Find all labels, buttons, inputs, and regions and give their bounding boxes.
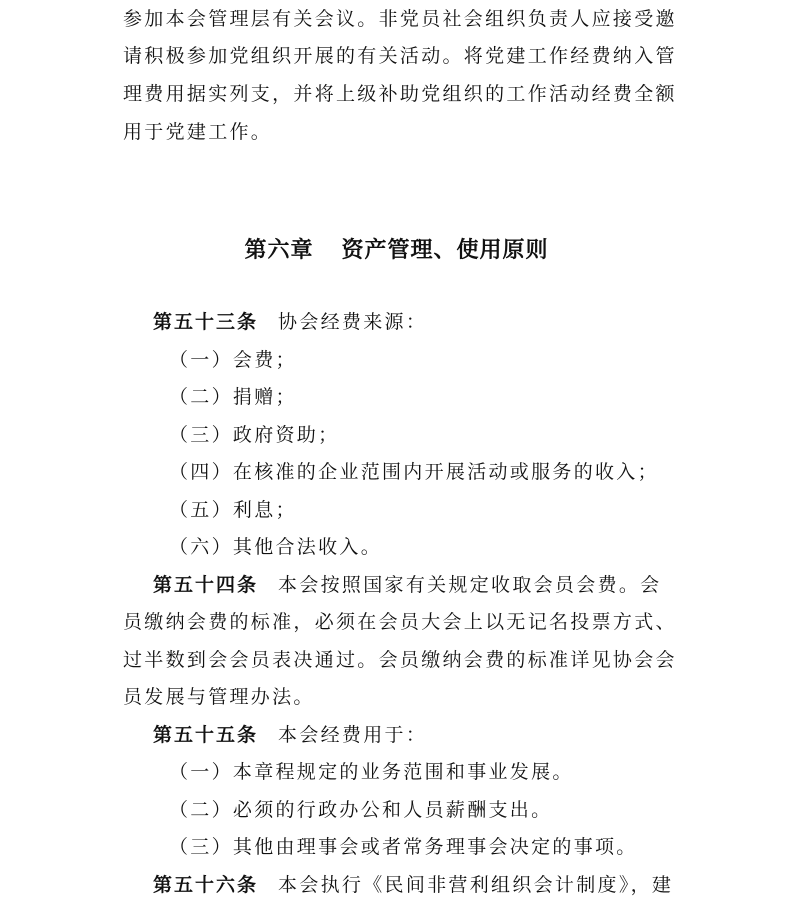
article-label: 第五十三条 <box>153 311 259 333</box>
list-item: （五）利息； <box>169 499 297 521</box>
paragraph-line: 过半数到会会员表决通过。会员缴纳会费的标准详见协会会 <box>123 649 677 671</box>
list-item: （一）会费； <box>169 349 297 371</box>
article-label: 第五十六条 <box>153 874 259 896</box>
article-text: 本会执行《民间非营利组织会计制度》，建 <box>278 874 674 896</box>
list-item: （三）政府资助； <box>169 424 340 446</box>
list-item: （四）在核准的企业范围内开展活动或服务的收入； <box>169 461 659 483</box>
article-55 <box>153 722 427 748</box>
chapter-heading <box>0 233 793 264</box>
list-item: （三）其他由理事会或者常务理事会决定的事项。 <box>169 836 638 858</box>
list-item: （六）其他合法收入。 <box>169 536 383 558</box>
article-53 <box>153 309 427 335</box>
paragraph-line: 员发展与管理办法。 <box>123 686 315 708</box>
article-text: 协会经费来源： <box>278 311 428 333</box>
article-label: 第五十五条 <box>153 724 259 746</box>
chapter-number: 第六章 <box>244 237 314 263</box>
paragraph-line: 员缴纳会费的标准，必须在会员大会上以无记名投票方式、 <box>123 611 677 633</box>
article-56 <box>153 872 673 898</box>
article-54 <box>153 572 661 598</box>
article-label: 第五十四条 <box>153 574 259 596</box>
list-item: （二）捐赠； <box>169 386 297 408</box>
paragraph-line: 请积极参加党组织开展的有关活动。将党建工作经费纳入管 <box>123 45 677 67</box>
paragraph-line: 参加本会管理层有关会议。非党员社会组织负责人应接受邀 <box>123 8 677 30</box>
paragraph-line: 理费用据实列支，并将上级补助党组织的工作活动经费全额 <box>123 83 677 105</box>
article-text: 本会经费用于： <box>278 724 428 746</box>
list-item: （二）必须的行政办公和人员薪酬支出。 <box>169 799 553 821</box>
article-text: 本会按照国家有关规定收取会员会费。会 <box>278 574 662 596</box>
list-item: （一）本章程规定的业务范围和事业发展。 <box>169 761 574 783</box>
paragraph-line: 用于党建工作。 <box>123 121 273 143</box>
chapter-title: 资产管理、使用原则 <box>341 237 549 263</box>
